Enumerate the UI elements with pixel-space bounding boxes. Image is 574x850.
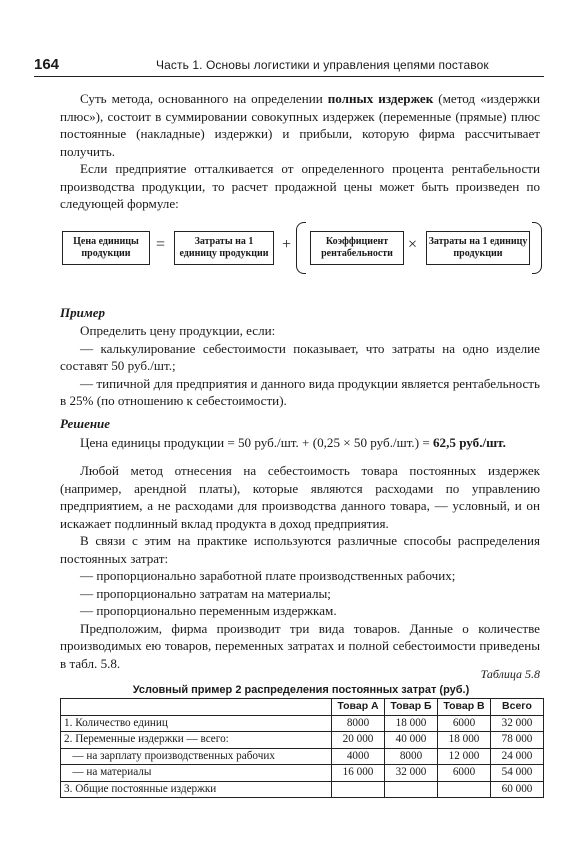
intro-p1-text-c: (метод «издержки плюс»), состоит в суммировании совокупных издержек (переменные (прямые) плюс постоянные (накладные) издержки) и прибыли, которую фирма рассчитывает получить. [60,91,540,159]
text2-bullet-3: — пропорционально переменным издержкам. [80,603,337,618]
page-number: 164 [34,56,60,73]
intro-section [60,90,540,213]
table-row [61,732,544,749]
table-header-cell: Всего [491,699,544,716]
cost-table [60,698,544,798]
table-row [61,765,544,782]
table-header-cell: Товар В [438,699,491,716]
header-rule [34,76,544,77]
text2-paragraph-2: В связи с этим на практике используются различные способы распределения постоянных затрат: [60,533,540,566]
table-cell [438,781,491,798]
table-cell: 20 000 [332,732,385,749]
table-cell: 60 000 [491,781,544,798]
table-cell: 8000 [332,715,385,732]
text2-paragraph-1: Любой метод отнесения на себестоимость товара постоянных издержек (например, арендной платы), которые являются расходами по управлению предприятием, а не расходами для производства данного товара, — условный, и он искажает подлинный вклад продукта в доход предприятия. [60,463,540,531]
table-cell: 2. Переменные издержки — всего: [61,732,332,749]
intro-p1-text-a: Суть метода, основанного на определении [80,91,328,106]
formula-plus: + [282,236,292,253]
page-header [34,56,544,78]
formula-box-unit-price: Цена единицы продукции [62,231,150,265]
formula-box-unit-cost: Затраты на 1 единицу продукции [174,231,274,265]
table-row [61,715,544,732]
formula-box-profitability: Коэффициент рентабельности [310,231,404,265]
price-formula [60,222,542,274]
text2-bullet-1: — пропорционально заработной плате производственных рабочих; [80,568,456,583]
table-cell: — на материалы [61,765,332,782]
table-cell [332,781,385,798]
formula-equals: = [156,236,166,253]
intro-paragraph-2: Если предприятие отталкивается от определенного процента рентабельности производства продукции, то расчет продажной цены может быть произведен по следующей формуле: [60,161,540,211]
solution-line [60,434,540,452]
table-cell: 3. Общие постоянные издержки [61,781,332,798]
table-cell: 12 000 [438,748,491,765]
table-row [61,781,544,798]
formula-left-paren [296,222,306,274]
solution-formula: Цена единицы продукции = 50 руб./шт. + (0,25 × 50 руб./шт.) = [80,435,433,450]
table-cell: 6000 [438,715,491,732]
table-cell: 8000 [385,748,438,765]
solution-heading: Решение [60,416,111,431]
table-cell: 78 000 [491,732,544,749]
example-line-2: — калькулирование себестоимости показывает, что затраты на одно изделие составят 50 руб./шт.; [60,340,540,373]
table-cell: 1. Количество единиц [61,715,332,732]
table-cell: 16 000 [332,765,385,782]
table-cell: 18 000 [385,715,438,732]
formula-box-unit-cost-2: Затраты на 1 единицу продукции [426,231,530,265]
example-line-3: — типичной для предприятия и данного вида продукции является рентабельность в 25% (по отношению к себестоимости). [60,375,540,408]
table-header-cell: Товар Б [385,699,438,716]
table-cell [385,781,438,798]
table-caption: Таблица 5.8 [480,667,540,681]
intro-p1-bold: полных издержек [327,91,434,106]
example-section [60,322,540,410]
table-cell: 24 000 [491,748,544,765]
table-cell: 32 000 [385,765,438,782]
table-cell: 54 000 [491,765,544,782]
table-title: Условный пример 2 распределения постоянных затрат (руб.) [132,684,470,696]
example-heading: Пример [60,305,106,320]
table-header-row [61,699,544,716]
solution-result: 62,5 руб./шт. [433,435,506,450]
intro-paragraph-1 [60,90,540,160]
table-header-cell: Товар А [332,699,385,716]
text2-paragraph-3: Предположим, фирма производит три вида товаров. Данные о количестве производимых ею товаров, переменных затратах и полной себестоимости приведены в табл. 5.8. [60,620,540,671]
formula-times: × [408,236,418,253]
table-cell: 6000 [438,765,491,782]
table-cell: 32 000 [491,715,544,732]
table-cell: — на зарплату производственных рабочих [61,748,332,765]
text-section-2 [60,462,540,672]
formula-right-paren [532,222,542,274]
running-title: Часть 1. Основы логистики и управления цепями поставок [156,58,489,72]
table-row [61,748,544,765]
table-cell: 18 000 [438,732,491,749]
example-line-1: Определить цену продукции, если: [80,323,276,338]
table-cell: 4000 [332,748,385,765]
text2-bullet-2: — пропорционально затратам на материалы; [80,585,331,601]
table-header-cell [61,699,332,716]
table-cell: 40 000 [385,732,438,749]
